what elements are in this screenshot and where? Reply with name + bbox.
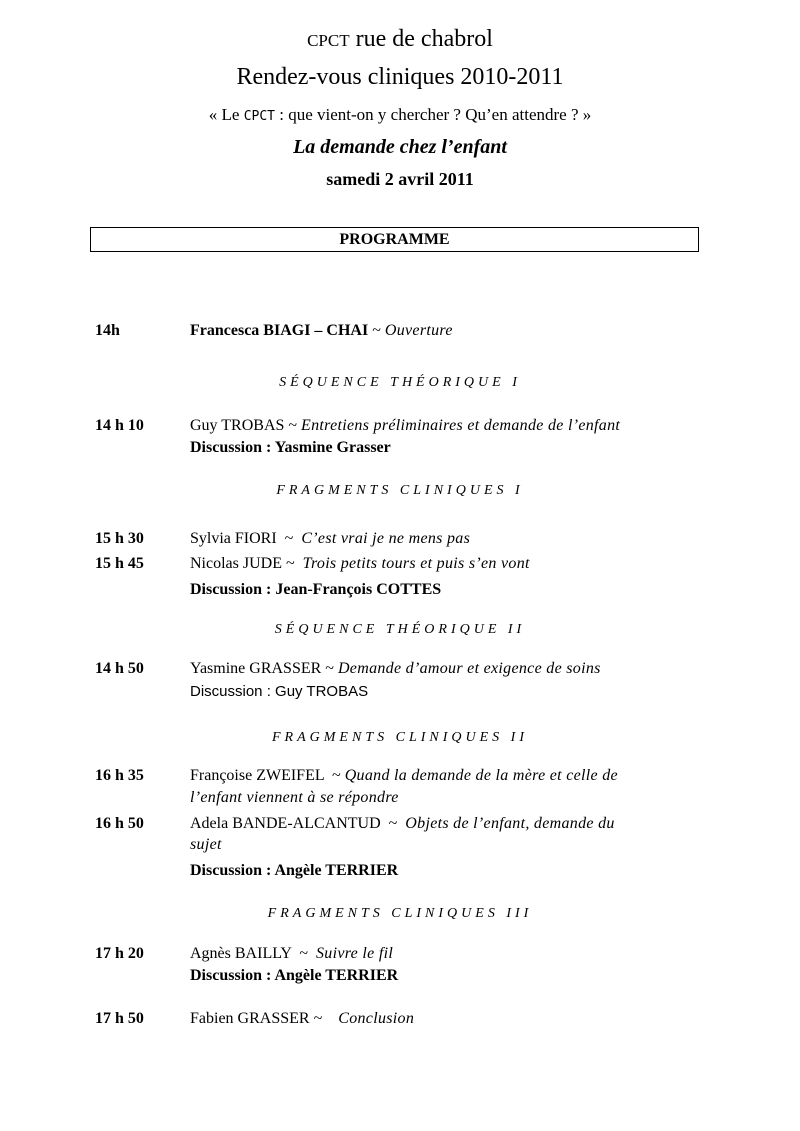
talk-title: Quand la demande de la mère et celle de <box>344 767 618 784</box>
separator: ~ <box>284 417 302 434</box>
discussion: Discussion : Angèle TERRIER <box>190 862 399 879</box>
talk-title-continued: l’enfant viennent à se répondre <box>190 789 399 806</box>
separator: ~ <box>291 945 316 962</box>
separator: ~ <box>276 530 302 547</box>
question-line <box>0 105 800 125</box>
discussion: Discussion : Jean-François COTTES <box>190 581 442 598</box>
talk-line <box>190 555 530 573</box>
talk-line <box>190 767 618 785</box>
q-acronym: CPCT <box>243 109 275 124</box>
q-pre: « Le <box>208 105 244 124</box>
talk-title: Entretiens préliminaires et demande de l’enfant <box>301 417 621 434</box>
talk-title: C’est vrai je ne mens pas <box>301 530 471 547</box>
speaker: Sylvia FIORI <box>190 530 277 547</box>
document-title: Rendez-vous cliniques 2010-2011 <box>236 64 564 90</box>
section-heading: FRAGMENTS CLINIQUES III <box>267 906 533 921</box>
separator: ~ <box>380 815 406 832</box>
org-acronym: CPCT <box>307 31 350 50</box>
section-heading: SÉQUENCE THÉORIQUE II <box>274 622 526 637</box>
separator: ~ <box>324 767 345 784</box>
talk-line <box>190 945 393 963</box>
event-date: samedi 2 avril 2011 <box>326 169 474 189</box>
talk-title-continued: sujet <box>190 836 222 853</box>
time: 16 h 50 <box>95 815 144 832</box>
time: 17 h 20 <box>95 945 144 962</box>
talk-line <box>190 530 470 548</box>
section-heading: FRAGMENTS CLINIQUES II <box>272 730 528 745</box>
programme-heading: PROGRAMME <box>90 227 699 252</box>
talk-title: Demande d’amour et exigence de soins <box>337 660 601 677</box>
section-heading: SÉQUENCE THÉORIQUE I <box>279 375 521 390</box>
org-name: rue de chabrol <box>349 26 493 52</box>
separator: ~ <box>321 660 338 677</box>
talk-title: Conclusion <box>338 1010 415 1027</box>
talk-title: Trois petits tours et puis s’en vont <box>302 555 530 572</box>
discussion: Discussion : Angèle TERRIER <box>190 967 399 984</box>
time: 14 h 50 <box>95 660 144 677</box>
subtitle: La demande chez l’enfant <box>293 136 507 158</box>
separator: ~ <box>368 322 385 339</box>
section-heading: FRAGMENTS CLINIQUES I <box>276 483 524 498</box>
separator: ~ <box>309 1010 339 1027</box>
talk-line <box>190 417 620 435</box>
time: 14h <box>95 322 120 339</box>
talk-line <box>190 815 615 833</box>
speaker: Agnès BAILLY <box>190 945 292 962</box>
discussion: Discussion : Guy TROBAS <box>190 683 369 700</box>
talk-title: Ouverture <box>384 322 453 339</box>
talk-line <box>190 660 601 678</box>
speaker: Fabien GRASSER <box>190 1010 310 1027</box>
discussion: Discussion : Yasmine Grasser <box>190 439 391 456</box>
separator: ~ <box>281 555 303 572</box>
speaker: Francesca BIAGI – CHAI <box>190 322 369 339</box>
speaker: Guy TROBAS <box>190 417 285 434</box>
talk-line <box>190 322 453 340</box>
time: 16 h 35 <box>95 767 144 784</box>
speaker: Françoise ZWEIFEL <box>190 767 325 784</box>
speaker: Yasmine GRASSER <box>190 660 322 677</box>
time: 15 h 30 <box>95 530 144 547</box>
time: 14 h 10 <box>95 417 144 434</box>
speaker: Adela BANDE-ALCANTUD <box>190 815 381 832</box>
talk-title: Suivre le fil <box>316 945 394 962</box>
org-title <box>0 26 800 53</box>
time: 15 h 45 <box>95 555 144 572</box>
q-post: : que vient-on y chercher ? Qu’en attendre ? » <box>275 105 592 124</box>
time: 17 h 50 <box>95 1010 144 1027</box>
speaker: Nicolas JUDE <box>190 555 282 572</box>
talk-line <box>190 1010 414 1028</box>
talk-title: Objets de l’enfant, demande du <box>405 815 615 832</box>
